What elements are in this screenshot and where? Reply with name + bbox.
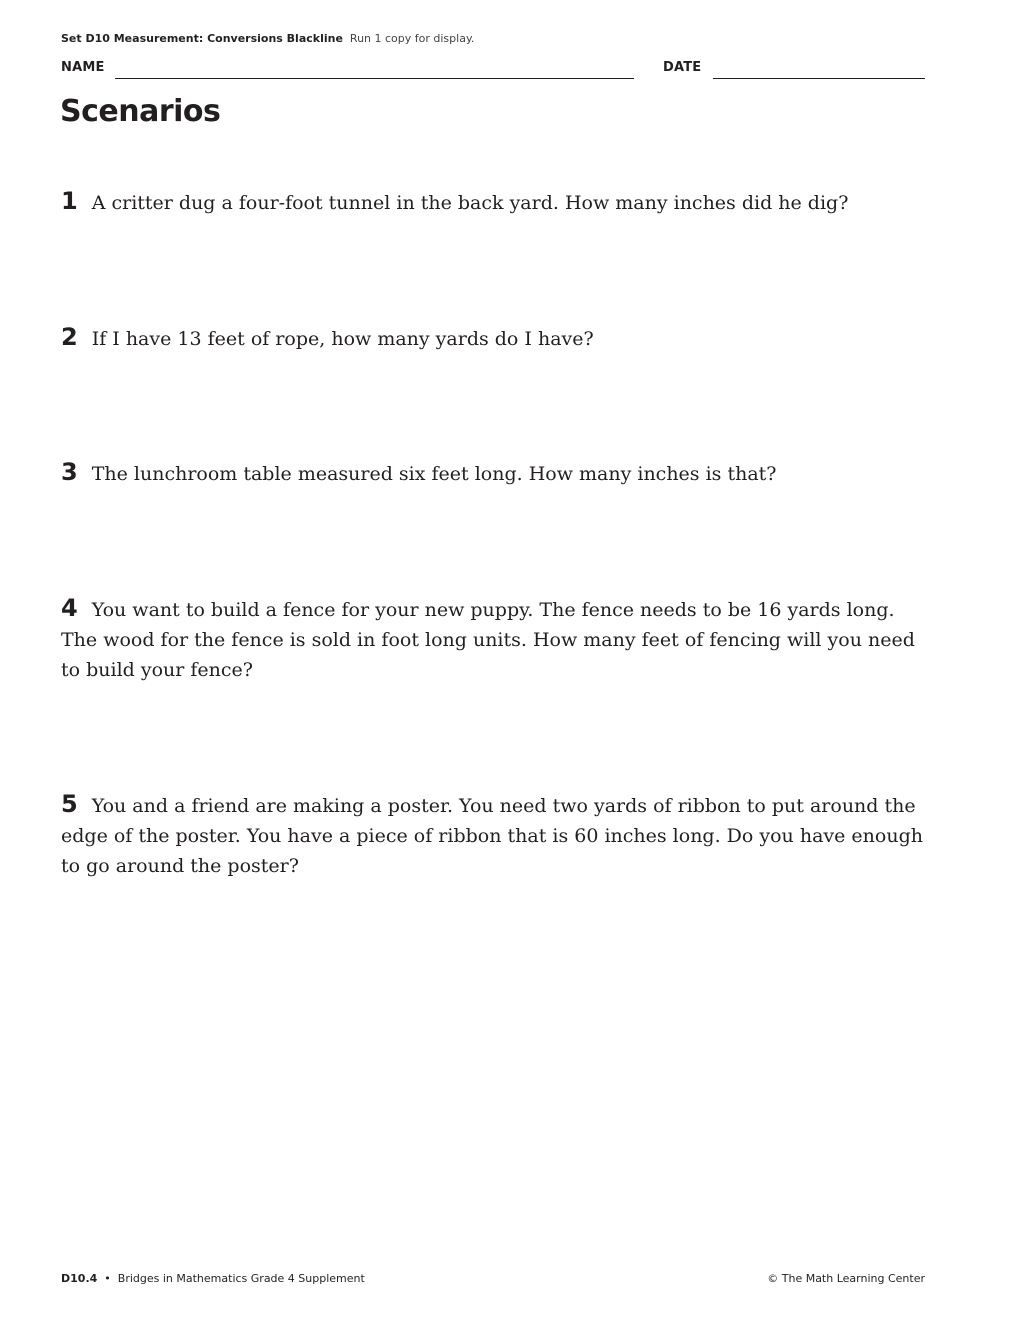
footer-right [767,1272,925,1285]
name-field-line[interactable] [115,78,634,79]
copy-note: Run 1 copy for display. [349,32,475,45]
date-label: DATE [663,60,702,75]
name-date-row [61,58,925,82]
question-2 [61,322,931,354]
question-number: 1 [61,187,78,215]
question-3 [61,457,931,489]
question-number: 2 [61,323,78,351]
question-1 [61,186,931,218]
name-label: NAME [61,60,105,75]
question-number: 5 [61,790,78,818]
copyright: © The Math Learning Center [767,1272,925,1285]
question-5 [61,789,931,881]
question-number: 3 [61,458,78,486]
date-field-line[interactable] [713,78,925,79]
set-title: Set D10 Measurement: Conversions Blackline [61,32,343,45]
question-text: A critter dug a four-foot tunnel in the back yard. How many inches did he dig? [91,192,849,214]
question-number: 4 [61,594,78,622]
footer-bullet: • [104,1272,111,1285]
question-text: If I have 13 feet of rope, how many yards do I have? [91,328,594,350]
question-text: You and a friend are making a poster. You need two yards of ribbon to put around the edge of the poster. You have a piece of ribbon that is 60 inches long. Do you have enough to go around the poster? [61,795,923,877]
page-code: D10.4 [61,1272,98,1285]
question-4 [61,593,931,685]
blackline-header [61,32,474,45]
book-title: Bridges in Mathematics Grade 4 Supplement [117,1272,365,1285]
question-text: The lunchroom table measured six feet long. How many inches is that? [91,463,777,485]
footer-left [61,1272,365,1285]
question-text: You want to build a fence for your new puppy. The fence needs to be 16 yards long. The wood for the fence is sold in foot long units. How many feet of fencing will you need to build your fence? [61,599,915,681]
page-title: Scenarios [60,94,221,129]
